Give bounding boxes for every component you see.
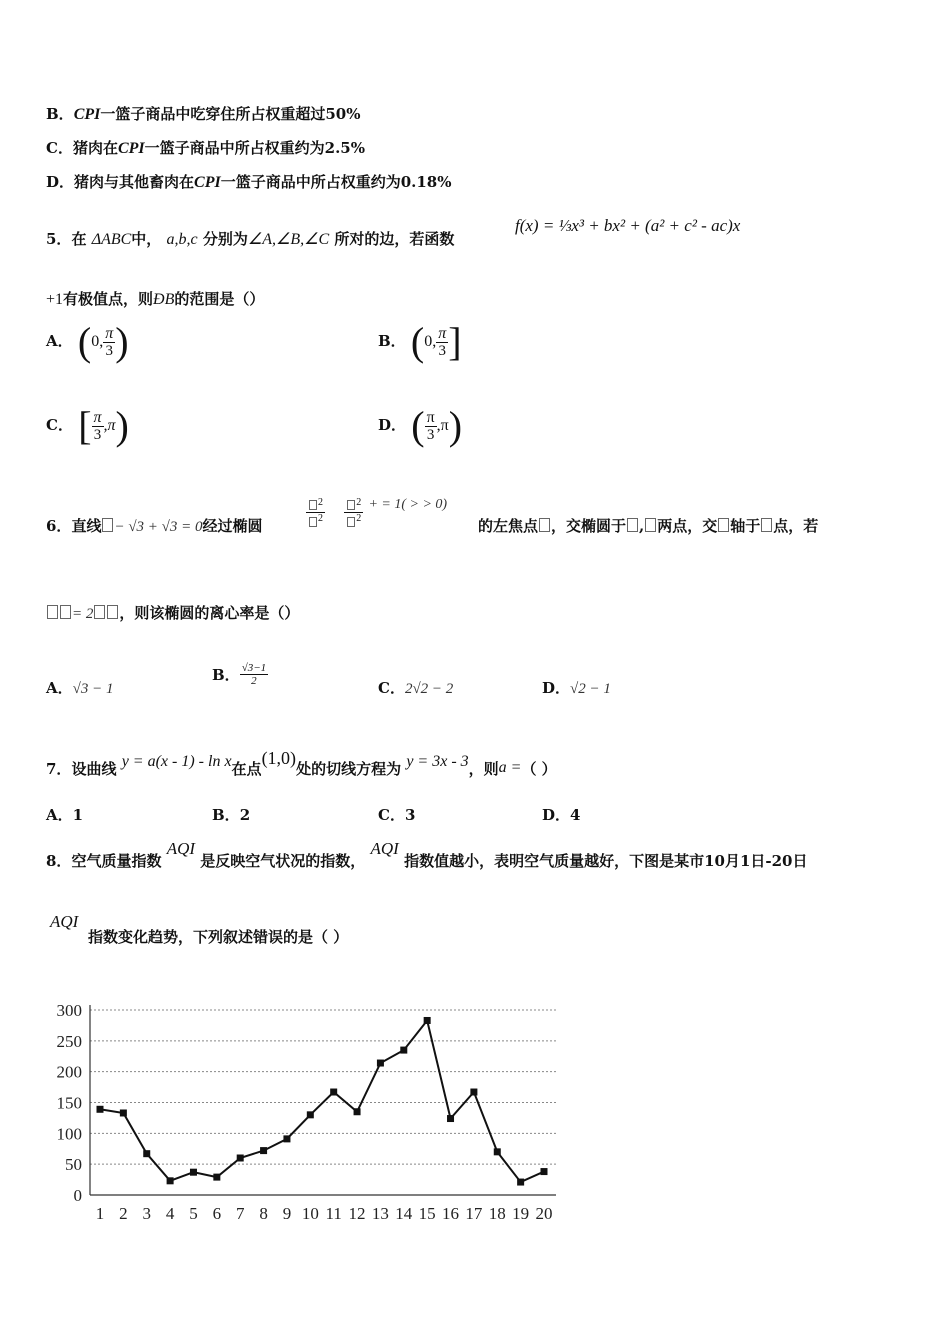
stem-text: 经过椭圆 — [202, 517, 263, 535]
left-bracket: ( — [77, 319, 92, 364]
x-tick-label: 7 — [235, 1204, 245, 1223]
stem-text: 设曲线 — [71, 760, 117, 778]
right-bracket: ) — [115, 403, 129, 448]
q5-option-c — [46, 403, 129, 448]
fraction-denominator: 3 — [105, 342, 113, 359]
x-tick-label: 3 — [142, 1204, 151, 1223]
right-bracket: ] — [448, 319, 462, 364]
data-point — [494, 1148, 501, 1155]
ellipse-x-term — [306, 497, 325, 529]
left-bracket: ( — [410, 319, 425, 364]
vector-left — [46, 604, 72, 622]
pi-over-3-fraction — [92, 410, 104, 443]
cpi-term: CPI — [73, 106, 101, 123]
option-label: C． — [378, 806, 405, 824]
stem-text: 处的切线方程为 — [296, 760, 402, 778]
chart-gridlines — [90, 1010, 556, 1164]
question-number: 5． — [46, 230, 72, 248]
vector-right — [93, 604, 119, 622]
x-tick-labels — [96, 1204, 553, 1223]
stem-text: 在点 — [231, 760, 262, 778]
ellipse-rest: + = 1( > > 0) — [368, 497, 448, 512]
option-value: 0, — [424, 333, 437, 350]
q6-option-b — [212, 662, 268, 687]
missing-glyph-icon — [309, 517, 317, 527]
option-label: D． — [46, 173, 75, 191]
stem-text: 中， — [131, 230, 162, 248]
chart-axes — [90, 1005, 556, 1195]
option-value: ,π — [436, 417, 449, 434]
aqi-line-chart — [40, 995, 570, 1230]
option-label: B． — [212, 666, 240, 684]
option-pre: 猪肉与其他畜肉在 — [74, 173, 195, 191]
option-label: C． — [378, 679, 405, 697]
data-point — [143, 1150, 150, 1157]
fraction-numerator: π — [93, 408, 102, 426]
option-text: 一篮子商品中所占权重约为2.5% — [144, 139, 365, 157]
option-label: A． — [46, 332, 73, 350]
stem-text: 指数变化趋势，下列叙述错误的是（ ） — [88, 928, 349, 946]
x-tick-label: 13 — [371, 1204, 389, 1223]
q5-option-b — [378, 319, 462, 364]
cpi-term: CPI — [194, 174, 221, 191]
q6-ellipse-equation — [306, 497, 447, 529]
x-tick-label: 9 — [282, 1204, 292, 1223]
stem-text: ，则该椭圆的离心率是（） — [119, 604, 300, 622]
aqi-term: AQI — [166, 839, 196, 858]
point-coords: (1,0) — [261, 748, 297, 768]
q7-stem — [46, 748, 557, 779]
angles-symbol: ∠A,∠B,∠C — [247, 231, 330, 248]
x-tick-label: 14 — [395, 1204, 413, 1223]
q6-stem-line1 — [46, 515, 263, 536]
pi-over-3-fraction — [436, 326, 448, 359]
missing-glyph-icon — [347, 517, 355, 527]
superscript: 2 — [356, 513, 362, 525]
x-tick-label: 11 — [325, 1204, 342, 1223]
option-value: 3 — [404, 806, 416, 824]
function-expression: f(x) = ⅓x³ + bx² + (a² + c² - ac)x — [515, 216, 741, 235]
option-label: C． — [46, 416, 73, 434]
data-point — [377, 1060, 384, 1067]
option-label: B． — [46, 105, 74, 123]
aqi-term: AQI — [370, 839, 399, 858]
stem-text: 指数值越小，表明空气质量越好，下图是某市10月1日-20日 — [404, 852, 808, 870]
fraction-denominator — [344, 513, 363, 528]
option-value: ,π — [103, 417, 116, 434]
x-tick-label: 5 — [189, 1204, 198, 1223]
stem-text: 点，若 — [773, 517, 819, 535]
left-bracket: [ — [78, 403, 92, 448]
stem-text: 所对的边，若函数 — [334, 230, 455, 248]
missing-glyph-icon — [347, 500, 355, 510]
fraction-denominator: 3 — [426, 426, 435, 443]
q5-function-formula — [515, 216, 740, 236]
data-point — [470, 1089, 477, 1096]
superscript: 2 — [356, 497, 362, 508]
q7-option-c — [378, 804, 415, 825]
q4-option-d — [46, 171, 452, 192]
q6-stem-line2 — [46, 602, 299, 623]
data-point — [190, 1169, 197, 1176]
superscript: 2 — [318, 513, 323, 525]
aqi-series — [97, 1017, 548, 1186]
x-tick-label: 10 — [301, 1204, 319, 1223]
data-point — [260, 1147, 267, 1154]
y-tick-label: 200 — [56, 1062, 82, 1082]
x-tick-label: 8 — [259, 1204, 268, 1223]
option-label: A． — [46, 806, 73, 824]
fraction-denominator: 3 — [93, 426, 102, 443]
y-tick-label: 0 — [73, 1186, 82, 1205]
missing-glyph-icon — [107, 605, 118, 619]
q7-option-d — [542, 804, 580, 825]
missing-glyph-icon — [539, 518, 550, 532]
vector-equation: = 2 — [72, 606, 94, 622]
y-tick-label: 150 — [56, 1093, 82, 1113]
data-point — [400, 1047, 407, 1054]
option-label: D． — [542, 806, 571, 824]
x-tick-label: 15 — [418, 1204, 436, 1223]
stem-text: 有极值点，则 — [63, 290, 154, 308]
right-bracket: ) — [115, 319, 129, 364]
q5-option-a — [46, 319, 129, 364]
aqi-term: AQI — [50, 912, 79, 931]
x-tick-label: 12 — [348, 1204, 366, 1223]
missing-glyph-icon — [94, 605, 105, 619]
variable-a: a = — [498, 759, 522, 776]
pi-over-3-fraction — [103, 326, 115, 359]
option-value: 1 — [72, 806, 84, 824]
stem-text: 空气质量指数 — [71, 852, 162, 870]
stem-text: 两点，交 — [657, 517, 718, 535]
option-label: B． — [212, 806, 240, 824]
option-text: 一篮子商品中吃穿住所占权重超过50% — [100, 105, 361, 123]
stem-text: ，交椭圆于 — [551, 517, 627, 535]
q4-option-b — [46, 103, 361, 124]
missing-glyph-icon — [60, 605, 71, 619]
q4-option-c — [46, 137, 365, 158]
q8-stem-line2-text — [88, 926, 348, 947]
stem-text: 是反映空气状况的指数， — [200, 852, 366, 870]
fraction-numerator: π — [105, 324, 114, 342]
option-value: √3 − 1 — [72, 681, 114, 697]
triangle-symbol: ΔABC — [91, 231, 132, 248]
left-bracket: ( — [411, 403, 425, 448]
stem-text: 在 — [71, 230, 87, 248]
q6-stem-line1b: 的左焦点 ，交椭圆于 , 两点，交 轴于 点，若 — [478, 517, 819, 535]
option-label: B． — [378, 332, 406, 350]
y-tick-label: 300 — [56, 1001, 82, 1020]
x-tick-label: 20 — [535, 1204, 553, 1223]
option-pre: 猪肉在 — [72, 139, 118, 157]
option-label: D． — [542, 679, 571, 697]
option-value: √2 − 1 — [570, 681, 611, 697]
data-point — [97, 1106, 104, 1113]
stem-text: （ ） — [521, 760, 557, 778]
question-number: 8． — [46, 852, 72, 870]
missing-glyph-icon — [761, 518, 772, 532]
data-point — [120, 1109, 127, 1116]
fraction-denominator: 3 — [438, 342, 446, 359]
data-point — [213, 1174, 220, 1181]
data-point — [237, 1155, 244, 1162]
x-tick-label: 19 — [512, 1204, 530, 1223]
q5-stem-line2 — [46, 288, 264, 309]
q6-option-c — [378, 677, 453, 698]
option-fraction — [240, 662, 268, 687]
stem-text: 的范围是（） — [174, 290, 265, 308]
tangent-equation: y = 3x - 3 — [406, 753, 469, 770]
question-number: 6． — [46, 517, 72, 535]
fraction-denominator — [306, 513, 325, 528]
missing-glyph-icon — [47, 605, 58, 619]
q5-stem-line1 — [46, 228, 454, 249]
q7-option-b — [212, 804, 250, 825]
ellipse-y-term — [344, 497, 363, 529]
data-point — [167, 1177, 174, 1184]
fraction-numerator: π — [426, 408, 435, 426]
pi-over-3-fraction — [425, 410, 437, 443]
superscript: 2 — [318, 497, 323, 508]
sides-symbol: a,b,c — [166, 231, 198, 248]
stem-text: 的左焦点 — [478, 517, 539, 535]
option-label: A． — [46, 679, 73, 697]
fraction-numerator: π — [438, 324, 447, 342]
y-tick-label: 50 — [65, 1155, 82, 1175]
y-tick-label: 250 — [56, 1031, 82, 1051]
q8-stem-line1 — [46, 839, 808, 871]
option-label: D． — [378, 416, 407, 434]
y-tick-labels — [57, 1001, 83, 1205]
cpi-term: CPI — [117, 140, 145, 157]
data-point — [354, 1108, 361, 1115]
fraction-numerator: √3−1 — [241, 662, 267, 674]
q8-stem-line2 — [50, 912, 78, 932]
curve-equation: y = a(x - 1) - ln x — [121, 753, 232, 770]
question-number: 7． — [46, 760, 72, 778]
q6-option-d — [542, 677, 611, 698]
missing-glyph-icon — [718, 518, 729, 532]
q7-option-a — [46, 804, 83, 825]
stem-text: ，则 — [468, 760, 499, 778]
option-text: 一篮子商品中所占权重约为0.18% — [220, 173, 452, 191]
fraction-numerator — [306, 497, 325, 513]
option-value: 4 — [570, 806, 581, 824]
q6-option-a — [46, 677, 114, 698]
right-bracket: ) — [448, 403, 463, 448]
q5-option-d — [378, 403, 463, 448]
data-point — [517, 1179, 524, 1186]
option-value: 2√2 − 2 — [404, 681, 454, 697]
option-value: 2 — [239, 806, 251, 824]
fraction-numerator — [344, 497, 363, 513]
x-tick-label: 6 — [212, 1204, 222, 1223]
data-point — [283, 1135, 290, 1142]
fraction-denominator: 2 — [251, 675, 257, 687]
aqi-series-line — [100, 1020, 544, 1182]
x-tick-label: 2 — [119, 1204, 128, 1223]
constant-term: +1 — [46, 291, 64, 308]
data-point — [330, 1089, 337, 1096]
angle-b-symbol: ÐB — [153, 291, 175, 308]
option-label: C． — [46, 139, 73, 157]
missing-glyph-icon — [102, 518, 113, 532]
x-tick-label: 18 — [488, 1204, 506, 1223]
data-point — [424, 1017, 431, 1024]
x-tick-label: 17 — [465, 1204, 483, 1223]
missing-glyph-icon — [309, 500, 317, 510]
stem-text: 轴于 — [730, 517, 761, 535]
x-tick-label: 4 — [165, 1204, 175, 1223]
data-point — [447, 1115, 454, 1122]
option-value: 0, — [91, 333, 104, 350]
line-equation: − √3 + √3 = 0 — [114, 519, 203, 535]
data-point — [541, 1168, 548, 1175]
stem-text: 直线 — [71, 517, 102, 535]
x-tick-label: 16 — [442, 1204, 460, 1223]
missing-glyph-icon — [627, 518, 638, 532]
y-tick-label: 100 — [56, 1124, 82, 1144]
missing-glyph-icon — [645, 518, 656, 532]
data-point — [307, 1111, 314, 1118]
stem-text: 分别为 — [202, 230, 248, 248]
x-tick-label: 1 — [95, 1204, 105, 1223]
